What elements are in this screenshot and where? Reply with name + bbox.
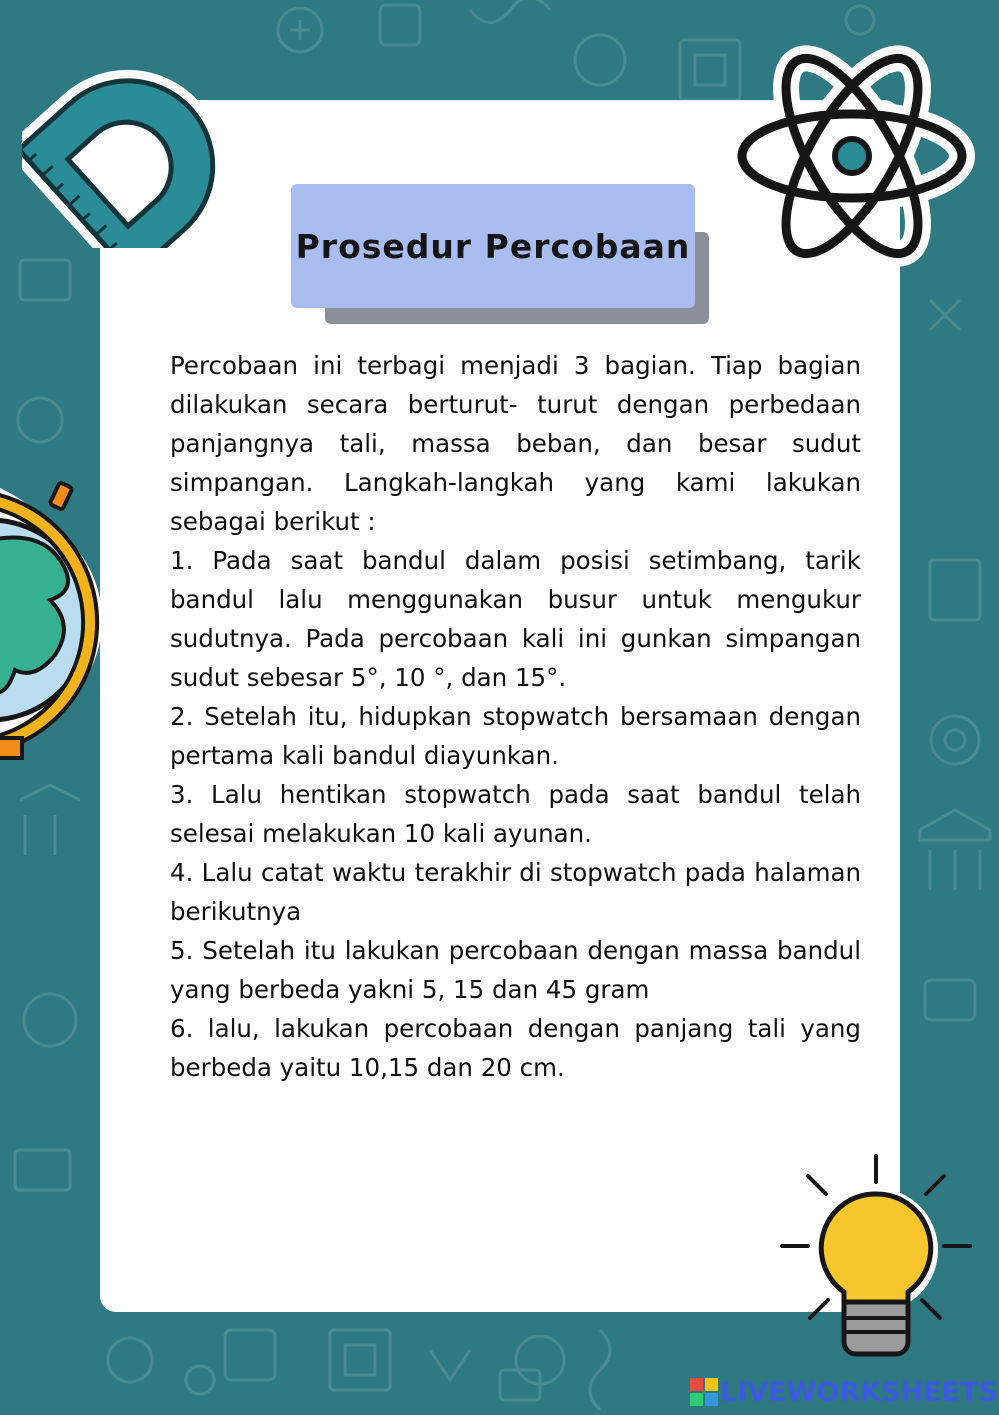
procedure-text [170, 346, 861, 1087]
step-2: 2. Setelah itu, hidupkan stopwatch bersamaan dengan pertama kali bandul diayunkan. [170, 702, 861, 770]
atom-icon [728, 40, 976, 272]
lightbulb-icon [780, 1150, 975, 1365]
step-4: 4. Lalu catat waktu terakhir di stopwatch pada halaman berikutnya [170, 858, 861, 926]
globe-icon [0, 470, 140, 770]
watermark-text: LIVEWORKSHEETS [720, 1376, 998, 1408]
intro-paragraph: Percobaan ini terbagi menjadi 3 bagian. Tiap bagian dilakukan secara berturut- turut dengan perbedaan panjangnya tali, massa beban, dan besar sudut simpangan. Langkah-langkah yang kami lakukan sebagai berikut : [170, 351, 861, 536]
step-1: 1. Pada saat bandul dalam posisi setimbang, tarik bandul lalu menggunakan busur untuk mengukur sudutnya. Pada percobaan kali ini gunkan simpangan sudut sebesar 5°, 10 °, dan 15°. [170, 546, 861, 692]
liveworksheets-logo-icon [690, 1378, 718, 1406]
protractor-icon [22, 30, 247, 248]
step-6: 6. lalu, lakukan percobaan dengan panjang tali yang berbeda yaitu 10,15 dan 20 cm. [170, 1014, 861, 1082]
title-box [291, 184, 695, 308]
step-3: 3. Lalu hentikan stopwatch pada saat bandul telah selesai melakukan 10 kali ayunan. [170, 780, 861, 848]
page-title: Prosedur Percobaan [295, 226, 691, 266]
liveworksheets-logo [690, 1374, 998, 1410]
step-5: 5. Setelah itu lakukan percobaan dengan massa bandul yang berbeda yakni 5, 15 dan 45 gram [170, 936, 861, 1004]
